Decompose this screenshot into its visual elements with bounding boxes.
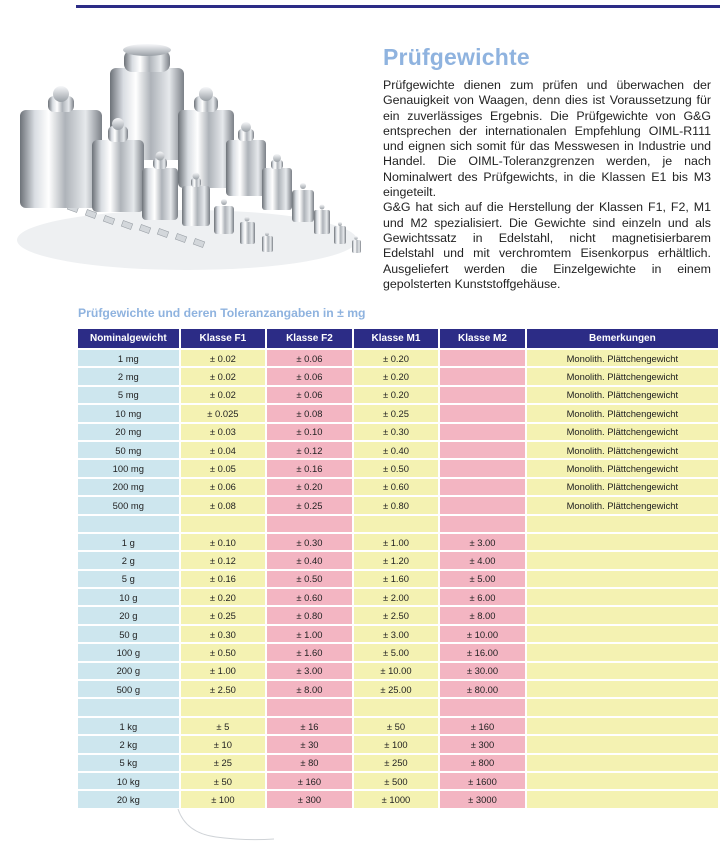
table-row <box>78 534 718 550</box>
cell-klasse-m1: ± 1.60 <box>354 571 439 587</box>
cell-klasse-f2: ± 8.00 <box>267 681 352 697</box>
cell-nominal: 10 mg <box>78 405 179 421</box>
cell-klasse-m2 <box>440 368 525 384</box>
cell-klasse-f1 <box>181 516 266 532</box>
cell-klasse-m1 <box>354 516 439 532</box>
cell-nominal: 50 g <box>78 626 179 642</box>
cell-nominal: 1 g <box>78 534 179 550</box>
table-row <box>78 405 718 421</box>
cell-klasse-f1: ± 0.16 <box>181 571 266 587</box>
cell-klasse-m1: ± 0.20 <box>354 368 439 384</box>
cell-klasse-m2: ± 80.00 <box>440 681 525 697</box>
cell-klasse-f1: ± 1.00 <box>181 663 266 679</box>
cell-nominal: 500 g <box>78 681 179 697</box>
cell-klasse-m2: ± 30.00 <box>440 663 525 679</box>
cell-bemerkungen: Monolith. Plättchengewicht <box>527 405 718 421</box>
cell-klasse-m2: ± 300 <box>440 736 525 752</box>
table-row <box>78 589 718 605</box>
cell-klasse-f1: ± 0.02 <box>181 350 266 366</box>
cell-klasse-f2: ± 0.08 <box>267 405 352 421</box>
cell-klasse-f1: ± 5 <box>181 718 266 734</box>
cell-klasse-f2: ± 0.06 <box>267 350 352 366</box>
cell-klasse-f2: ± 160 <box>267 773 352 789</box>
table-row <box>78 736 718 752</box>
table-row <box>78 497 718 513</box>
cell-klasse-f2: ± 3.00 <box>267 663 352 679</box>
cell-klasse-m2 <box>440 516 525 532</box>
cell-klasse-m2 <box>440 699 525 715</box>
cell-klasse-f1: ± 0.06 <box>181 479 266 495</box>
cell-klasse-m1: ± 0.40 <box>354 442 439 458</box>
cell-klasse-f1: ± 0.10 <box>181 534 266 550</box>
cell-klasse-m1: ± 1.00 <box>354 534 439 550</box>
cell-klasse-f2: ± 0.10 <box>267 424 352 440</box>
cell-bemerkungen: Monolith. Plättchengewicht <box>527 424 718 440</box>
cell-nominal: 20 mg <box>78 424 179 440</box>
cell-klasse-m1: ± 1000 <box>354 791 439 807</box>
table-row <box>78 387 718 403</box>
table-row <box>78 681 718 697</box>
cell-klasse-m2 <box>440 497 525 513</box>
cell-klasse-f1: ± 2.50 <box>181 681 266 697</box>
cell-bemerkungen <box>527 644 718 660</box>
cell-klasse-f2: ± 16 <box>267 718 352 734</box>
cell-bemerkungen <box>527 607 718 623</box>
cell-klasse-f2 <box>267 516 352 532</box>
cell-klasse-f2: ± 0.06 <box>267 387 352 403</box>
cell-klasse-m1: ± 2.00 <box>354 589 439 605</box>
tolerance-table <box>76 327 720 810</box>
cell-klasse-m2 <box>440 442 525 458</box>
cell-bemerkungen <box>527 699 718 715</box>
cell-klasse-f2: ± 1.00 <box>267 626 352 642</box>
table-row <box>78 424 718 440</box>
cell-bemerkungen: Monolith. Plättchengewicht <box>527 387 718 403</box>
cell-klasse-f1 <box>181 699 266 715</box>
cell-klasse-f1: ± 0.50 <box>181 644 266 660</box>
cell-klasse-f2: ± 0.25 <box>267 497 352 513</box>
cell-klasse-m1: ± 1.20 <box>354 552 439 568</box>
cell-klasse-f2: ± 0.12 <box>267 442 352 458</box>
cell-klasse-f2 <box>267 699 352 715</box>
cell-klasse-m2: ± 3000 <box>440 791 525 807</box>
table-row <box>78 663 718 679</box>
cell-klasse-f1: ± 0.08 <box>181 497 266 513</box>
cell-klasse-m1: ± 0.30 <box>354 424 439 440</box>
table-row <box>78 460 718 476</box>
cell-klasse-m2: ± 8.00 <box>440 607 525 623</box>
intro-paragraph: G&G hat sich auf die Herstellung der Klassen F1, F2, M1 und M2 spezialisiert. Die Gewichte sind einzeln und als Gewichtssatz in Edelstahl, nicht magnetisierbarem Edelstahl und mit verchromtem Eisenkorpus erhältlich. Ausgeliefert werden die Einzelgewichte in einem gepolsterten Kunststoffgehäuse. <box>383 200 711 291</box>
cell-nominal <box>78 516 179 532</box>
cell-klasse-f1: ± 0.05 <box>181 460 266 476</box>
page-title: Prüfgewichte <box>383 44 530 70</box>
cell-klasse-m1: ± 0.80 <box>354 497 439 513</box>
table-row <box>78 718 718 734</box>
cell-klasse-f2: ± 0.30 <box>267 534 352 550</box>
header-bemerkungen: Bemerkungen <box>527 329 718 348</box>
cell-klasse-m1: ± 0.20 <box>354 350 439 366</box>
header-klasse-m1: Klasse M1 <box>354 329 439 348</box>
cell-klasse-f1: ± 0.30 <box>181 626 266 642</box>
cell-bemerkungen <box>527 791 718 807</box>
cell-bemerkungen: Monolith. Plättchengewicht <box>527 368 718 384</box>
cell-klasse-f1: ± 0.04 <box>181 442 266 458</box>
cell-klasse-f2: ± 1.60 <box>267 644 352 660</box>
cell-klasse-f2: ± 0.20 <box>267 479 352 495</box>
cell-bemerkungen <box>527 571 718 587</box>
cell-klasse-f1: ± 0.20 <box>181 589 266 605</box>
cell-klasse-m2: ± 10.00 <box>440 626 525 642</box>
cell-klasse-m1: ± 0.50 <box>354 460 439 476</box>
cell-klasse-f1: ± 50 <box>181 773 266 789</box>
cell-bemerkungen <box>527 626 718 642</box>
cell-bemerkungen: Monolith. Plättchengewicht <box>527 460 718 476</box>
intro-paragraph: Prüfgewichte dienen zum prüfen und überwachen der Genauigkeit von Waagen, denn dies ist Voraussetzung für ein zuverlässiges Ergebnis. Die Prüfgewichte von G&G entsprechen der internationalen Empfehlung OIML-R111 und eignen sich somit für das Messwesen in Industrie und Handel. Die OIML-Toleranzgrenzen werden, je nach Nominalwert des Prüfgewichts, in die Klassen E1 bis M3 eingeteilt. <box>383 78 711 200</box>
cell-klasse-f2: ± 300 <box>267 791 352 807</box>
cell-klasse-f1: ± 100 <box>181 791 266 807</box>
cell-klasse-f2: ± 80 <box>267 755 352 771</box>
cell-bemerkungen: Monolith. Plättchengewicht <box>527 350 718 366</box>
header-klasse-f1: Klasse F1 <box>181 329 266 348</box>
cell-nominal: 100 g <box>78 644 179 660</box>
cell-nominal: 20 kg <box>78 791 179 807</box>
cell-bemerkungen <box>527 534 718 550</box>
cell-nominal: 5 mg <box>78 387 179 403</box>
table-caption: Prüfgewichte und deren Toleranzangaben in ± mg <box>78 306 366 320</box>
cell-nominal: 200 mg <box>78 479 179 495</box>
cell-nominal: 10 g <box>78 589 179 605</box>
cell-klasse-f1: ± 0.02 <box>181 387 266 403</box>
cell-klasse-m1: ± 250 <box>354 755 439 771</box>
cell-klasse-m1: ± 25.00 <box>354 681 439 697</box>
header-nominalgewicht: Nominalgewicht <box>78 329 179 348</box>
cell-bemerkungen: Monolith. Plättchengewicht <box>527 497 718 513</box>
cell-nominal: 10 kg <box>78 773 179 789</box>
cell-klasse-f2: ± 0.16 <box>267 460 352 476</box>
cell-klasse-m1: ± 500 <box>354 773 439 789</box>
cell-klasse-m2: ± 5.00 <box>440 571 525 587</box>
cell-klasse-f1: ± 0.02 <box>181 368 266 384</box>
cell-klasse-f2: ± 0.40 <box>267 552 352 568</box>
cell-nominal: 200 g <box>78 663 179 679</box>
cell-klasse-m2 <box>440 460 525 476</box>
cell-klasse-m1: ± 5.00 <box>354 644 439 660</box>
cell-klasse-m2: ± 4.00 <box>440 552 525 568</box>
table-row <box>78 552 718 568</box>
cell-klasse-m2: ± 800 <box>440 755 525 771</box>
cell-bemerkungen <box>527 773 718 789</box>
cell-klasse-m1: ± 0.20 <box>354 387 439 403</box>
cell-klasse-f1: ± 25 <box>181 755 266 771</box>
cell-nominal <box>78 699 179 715</box>
table-row <box>78 368 718 384</box>
cell-klasse-m1: ± 50 <box>354 718 439 734</box>
table-row <box>78 350 718 366</box>
cell-klasse-f2: ± 0.06 <box>267 368 352 384</box>
cell-klasse-m1: ± 0.60 <box>354 479 439 495</box>
cell-klasse-m2: ± 1600 <box>440 773 525 789</box>
test-weights-image <box>12 40 380 290</box>
cell-klasse-f1: ± 0.025 <box>181 405 266 421</box>
cell-nominal: 5 g <box>78 571 179 587</box>
header-klasse-m2: Klasse M2 <box>440 329 525 348</box>
intro-text <box>383 78 711 292</box>
cell-klasse-f2: ± 0.50 <box>267 571 352 587</box>
cell-klasse-f2: ± 30 <box>267 736 352 752</box>
cell-klasse-m2 <box>440 424 525 440</box>
cell-nominal: 100 mg <box>78 460 179 476</box>
cell-nominal: 2 g <box>78 552 179 568</box>
cell-klasse-f2: ± 0.80 <box>267 607 352 623</box>
cell-klasse-f2: ± 0.60 <box>267 589 352 605</box>
decorative-swoosh <box>176 803 276 843</box>
cell-klasse-m1: ± 3.00 <box>354 626 439 642</box>
table-header-row <box>78 329 718 348</box>
cell-klasse-m1: ± 100 <box>354 736 439 752</box>
table-row <box>78 571 718 587</box>
table-row <box>78 479 718 495</box>
cell-bemerkungen <box>527 681 718 697</box>
cell-klasse-m1: ± 2.50 <box>354 607 439 623</box>
table-row <box>78 516 718 532</box>
cell-bemerkungen <box>527 718 718 734</box>
cell-bemerkungen <box>527 552 718 568</box>
table-row <box>78 755 718 771</box>
table-row <box>78 699 718 715</box>
table-row <box>78 644 718 660</box>
cell-klasse-f1: ± 0.12 <box>181 552 266 568</box>
cell-nominal: 1 kg <box>78 718 179 734</box>
cell-klasse-m1: ± 0.25 <box>354 405 439 421</box>
cell-nominal: 500 mg <box>78 497 179 513</box>
cell-klasse-f1: ± 10 <box>181 736 266 752</box>
cell-nominal: 50 mg <box>78 442 179 458</box>
cell-nominal: 2 kg <box>78 736 179 752</box>
header-klasse-f2: Klasse F2 <box>267 329 352 348</box>
cell-klasse-m2 <box>440 387 525 403</box>
cell-klasse-m2 <box>440 405 525 421</box>
table-row <box>78 442 718 458</box>
table-row <box>78 773 718 789</box>
cell-nominal: 1 mg <box>78 350 179 366</box>
cell-bemerkungen: Monolith. Plättchengewicht <box>527 442 718 458</box>
cell-nominal: 5 kg <box>78 755 179 771</box>
cell-bemerkungen <box>527 516 718 532</box>
cell-klasse-m2 <box>440 479 525 495</box>
cell-klasse-m2: ± 16.00 <box>440 644 525 660</box>
cell-klasse-m2 <box>440 350 525 366</box>
cell-klasse-f1: ± 0.03 <box>181 424 266 440</box>
cell-nominal: 20 g <box>78 607 179 623</box>
cell-klasse-m1 <box>354 699 439 715</box>
cell-bemerkungen <box>527 755 718 771</box>
cell-klasse-f1: ± 0.25 <box>181 607 266 623</box>
cell-klasse-m2: ± 6.00 <box>440 589 525 605</box>
cell-bemerkungen <box>527 736 718 752</box>
top-rule <box>76 5 720 8</box>
table-row <box>78 607 718 623</box>
cell-klasse-m2: ± 3.00 <box>440 534 525 550</box>
cell-klasse-m2: ± 160 <box>440 718 525 734</box>
cell-klasse-m1: ± 10.00 <box>354 663 439 679</box>
cell-bemerkungen: Monolith. Plättchengewicht <box>527 479 718 495</box>
table-row <box>78 626 718 642</box>
cell-bemerkungen <box>527 589 718 605</box>
table-row <box>78 791 718 807</box>
cell-bemerkungen <box>527 663 718 679</box>
cell-nominal: 2 mg <box>78 368 179 384</box>
